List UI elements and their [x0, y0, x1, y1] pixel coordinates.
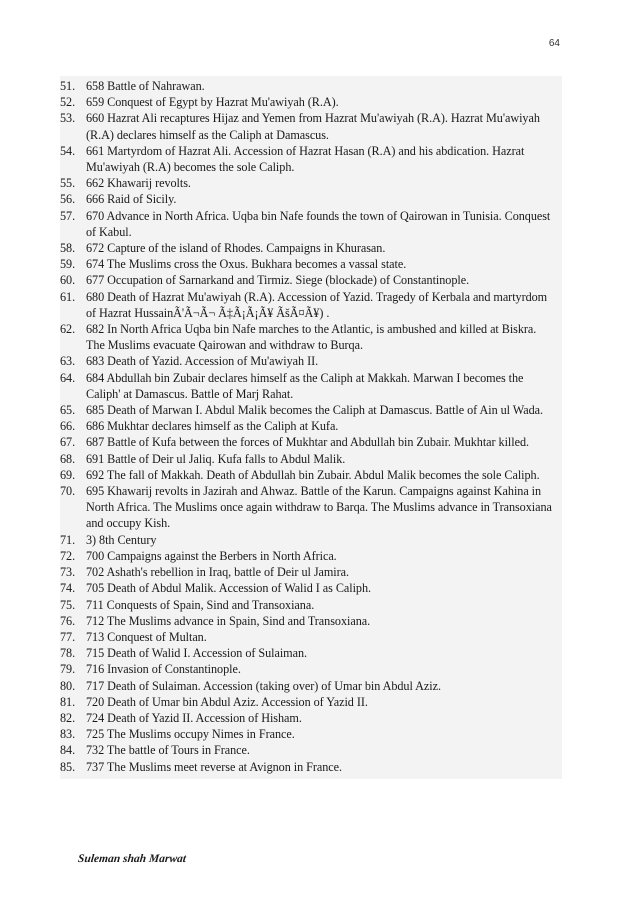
entry-number: 54.	[60, 143, 76, 158]
entry-text: 737 The Muslims meet reverse at Avignon in France.	[86, 759, 342, 774]
entry-number: 61.	[60, 289, 76, 304]
timeline-entry	[60, 548, 562, 564]
timeline-entry	[60, 208, 562, 240]
entry-text: 670 Advance in North Africa. Uqba bin Nafe founds the town of Qairowan in Tunisia. Conquest of Kabul.	[86, 208, 551, 239]
entry-text: 672 Capture of the island of Rhodes. Campaigns in Khurasan.	[86, 241, 386, 256]
timeline-entry	[60, 661, 562, 677]
entry-text: 695 Khawarij revolts in Jazirah and Ahwaz. Battle of the Karun. Campaigns against Kahina in North Africa. The Muslims once again withdraw to Barqa. The Muslims advance in Transoxiana and occupy Kish.	[86, 484, 552, 531]
footer-author-name: Suleman shah Marwat	[77, 853, 187, 865]
entry-text: 712 The Muslims advance in Spain, Sind and Transoxiana.	[86, 613, 371, 628]
timeline-entry	[60, 483, 562, 532]
page-number: 64	[548, 38, 560, 49]
timeline-entry	[60, 272, 562, 288]
entry-text: 683 Death of Yazid. Accession of Mu'awiyah II.	[86, 354, 319, 369]
entry-text: 686 Mukhtar declares himself as the Caliph at Kufa.	[86, 419, 339, 434]
entry-text: 711 Conquests of Spain, Sind and Transoxiana.	[86, 597, 315, 612]
entry-text: 687 Battle of Kufa between the forces of Mukhtar and Abdullah bin Zubair. Mukhtar killed.	[86, 435, 529, 450]
entry-number: 67.	[60, 435, 76, 450]
entry-number: 85.	[60, 759, 76, 774]
entry-number: 76.	[60, 613, 76, 628]
entry-number: 59.	[60, 257, 76, 272]
entry-text: 685 Death of Marwan I. Abdul Malik becomes the Caliph at Damascus. Battle of Ain ul Wada.	[86, 403, 544, 418]
entry-number: 53.	[60, 111, 76, 126]
entry-text: 661 Martyrdom of Hazrat Ali. Accession of Hazrat Hasan (R.A) and his abdication. Hazrat Mu'awiyah (R.A) becomes the sole Caliph.	[86, 143, 525, 175]
timeline-entry	[60, 467, 562, 483]
entry-text: 702 Ashath's rebellion in Iraq, battle of Deir ul Jamira.	[86, 565, 350, 580]
entry-number: 55.	[60, 176, 76, 191]
entry-number: 57.	[60, 208, 76, 223]
entry-text: 684 Abdullah bin Zubair declares himself as the Caliph at Makkah. Marwan I becomes the Caliph' at Damascus. Battle of Marj Rahat.	[86, 370, 524, 401]
entry-number: 81.	[60, 694, 76, 709]
entry-text: 659 Conquest of Egypt by Hazrat Mu'awiyah (R.A).	[86, 95, 339, 110]
entry-number: 69.	[60, 467, 76, 482]
timeline-entry	[60, 370, 562, 402]
entry-number: 56.	[60, 192, 76, 207]
entry-number: 77.	[60, 629, 76, 644]
entry-text: 713 Conquest of Multan.	[86, 629, 207, 644]
entry-number: 80.	[60, 678, 76, 693]
timeline-entry	[60, 143, 562, 175]
timeline-entry	[60, 532, 562, 548]
entry-text: 658 Battle of Nahrawan.	[86, 79, 205, 93]
entry-number: 74.	[60, 581, 76, 596]
entry-text: 700 Campaigns against the Berbers in North Africa.	[86, 548, 337, 563]
entry-text: 660 Hazrat Ali recaptures Hijaz and Yemen from Hazrat Mu'awiyah (R.A). Hazrat Mu'awiyah (R.A) declares himself as the Caliph at Damascus.	[86, 111, 540, 142]
timeline-list	[60, 76, 562, 779]
entry-text: 732 The battle of Tours in France.	[86, 743, 250, 758]
entry-text: 725 The Muslims occupy Nimes in France.	[86, 727, 295, 742]
timeline-entry	[60, 321, 562, 353]
timeline-entry	[60, 418, 562, 434]
entry-number: 62.	[60, 322, 76, 337]
timeline-entry	[60, 726, 562, 742]
entry-text: 691 Battle of Deir ul Jaliq. Kufa falls to Abdul Malik.	[86, 451, 346, 466]
timeline-entry	[60, 613, 562, 629]
timeline-entry	[60, 564, 562, 580]
entry-text: 720 Death of Umar bin Abdul Aziz. Accession of Yazid II.	[86, 694, 368, 709]
entry-number: 78.	[60, 646, 76, 661]
timeline-entry	[60, 678, 562, 694]
entry-text: 680 Death of Hazrat Mu'awiyah (R.A). Accession of Yazid. Tragedy of Kerbala and martyrdom of Hazrat HussainÃ'Ã¬Ã¬ Ã‡Ã¡Ã¡Ã¥ ÃšÃ¤Ã¥) .	[86, 289, 548, 320]
entry-text: 717 Death of Sulaiman. Accession (taking over) of Umar bin Abdul Aziz.	[86, 678, 441, 693]
entry-number: 72.	[60, 548, 76, 563]
entry-text: 682 In North Africa Uqba bin Nafe marches to the Atlantic, is ambushed and killed at Biskra. The Muslims evacuate Qairowan and withdraw to Burqa.	[86, 322, 537, 353]
timeline-entry	[60, 434, 562, 450]
entry-number: 73.	[60, 565, 76, 580]
entry-text: 677 Occupation of Sarnarkand and Tirmiz. Siege (blockade) of Constantinople.	[86, 273, 470, 288]
entry-number: 58.	[60, 241, 76, 256]
entry-number: 60.	[60, 273, 76, 288]
timeline-entry	[60, 175, 562, 191]
timeline-entry	[60, 694, 562, 710]
timeline-entry	[60, 240, 562, 256]
timeline-list-container	[60, 76, 562, 779]
timeline-entry	[60, 78, 562, 94]
entry-text: 674 The Muslims cross the Oxus. Bukhara becomes a vassal state.	[86, 257, 407, 272]
timeline-entry	[60, 759, 562, 775]
entry-number: 84.	[60, 743, 76, 758]
timeline-entry	[60, 94, 562, 110]
entry-number: 64.	[60, 370, 76, 385]
timeline-entry	[60, 256, 562, 272]
entry-text: 724 Death of Yazid II. Accession of Hisham.	[86, 710, 302, 725]
entry-number: 82.	[60, 710, 76, 725]
entry-number: 71.	[60, 532, 76, 547]
timeline-entry	[60, 597, 562, 613]
entry-text: 666 Raid of Sicily.	[86, 192, 177, 207]
timeline-entry	[60, 580, 562, 596]
timeline-entry	[60, 402, 562, 418]
entry-number: 75.	[60, 597, 76, 612]
timeline-entry	[60, 451, 562, 467]
entry-number: 52.	[60, 95, 76, 110]
entry-number: 79.	[60, 662, 76, 677]
entry-text: 662 Khawarij revolts.	[86, 176, 191, 191]
entry-number: 83.	[60, 727, 76, 742]
entry-number: 63.	[60, 354, 76, 369]
entry-text: 716 Invasion of Constantinople.	[86, 662, 241, 677]
timeline-entry	[60, 710, 562, 726]
entry-number: 51.	[60, 79, 76, 93]
timeline-entry	[60, 742, 562, 758]
entry-number: 65.	[60, 403, 76, 418]
entry-number: 68.	[60, 451, 76, 466]
entry-text: 715 Death of Walid I. Accession of Sulaiman.	[86, 646, 308, 661]
timeline-entry	[60, 645, 562, 661]
entry-number: 66.	[60, 419, 76, 434]
entry-number: 70.	[60, 484, 76, 499]
entry-text: 3) 8th Century	[86, 532, 157, 547]
timeline-entry	[60, 629, 562, 645]
timeline-entry	[60, 110, 562, 142]
timeline-entry	[60, 289, 562, 321]
entry-text: 692 The fall of Makkah. Death of Abdullah bin Zubair. Abdul Malik becomes the sole Caliph.	[86, 467, 540, 482]
entry-text: 705 Death of Abdul Malik. Accession of Walid I as Caliph.	[86, 581, 372, 596]
timeline-entry	[60, 191, 562, 207]
timeline-entry	[60, 353, 562, 369]
